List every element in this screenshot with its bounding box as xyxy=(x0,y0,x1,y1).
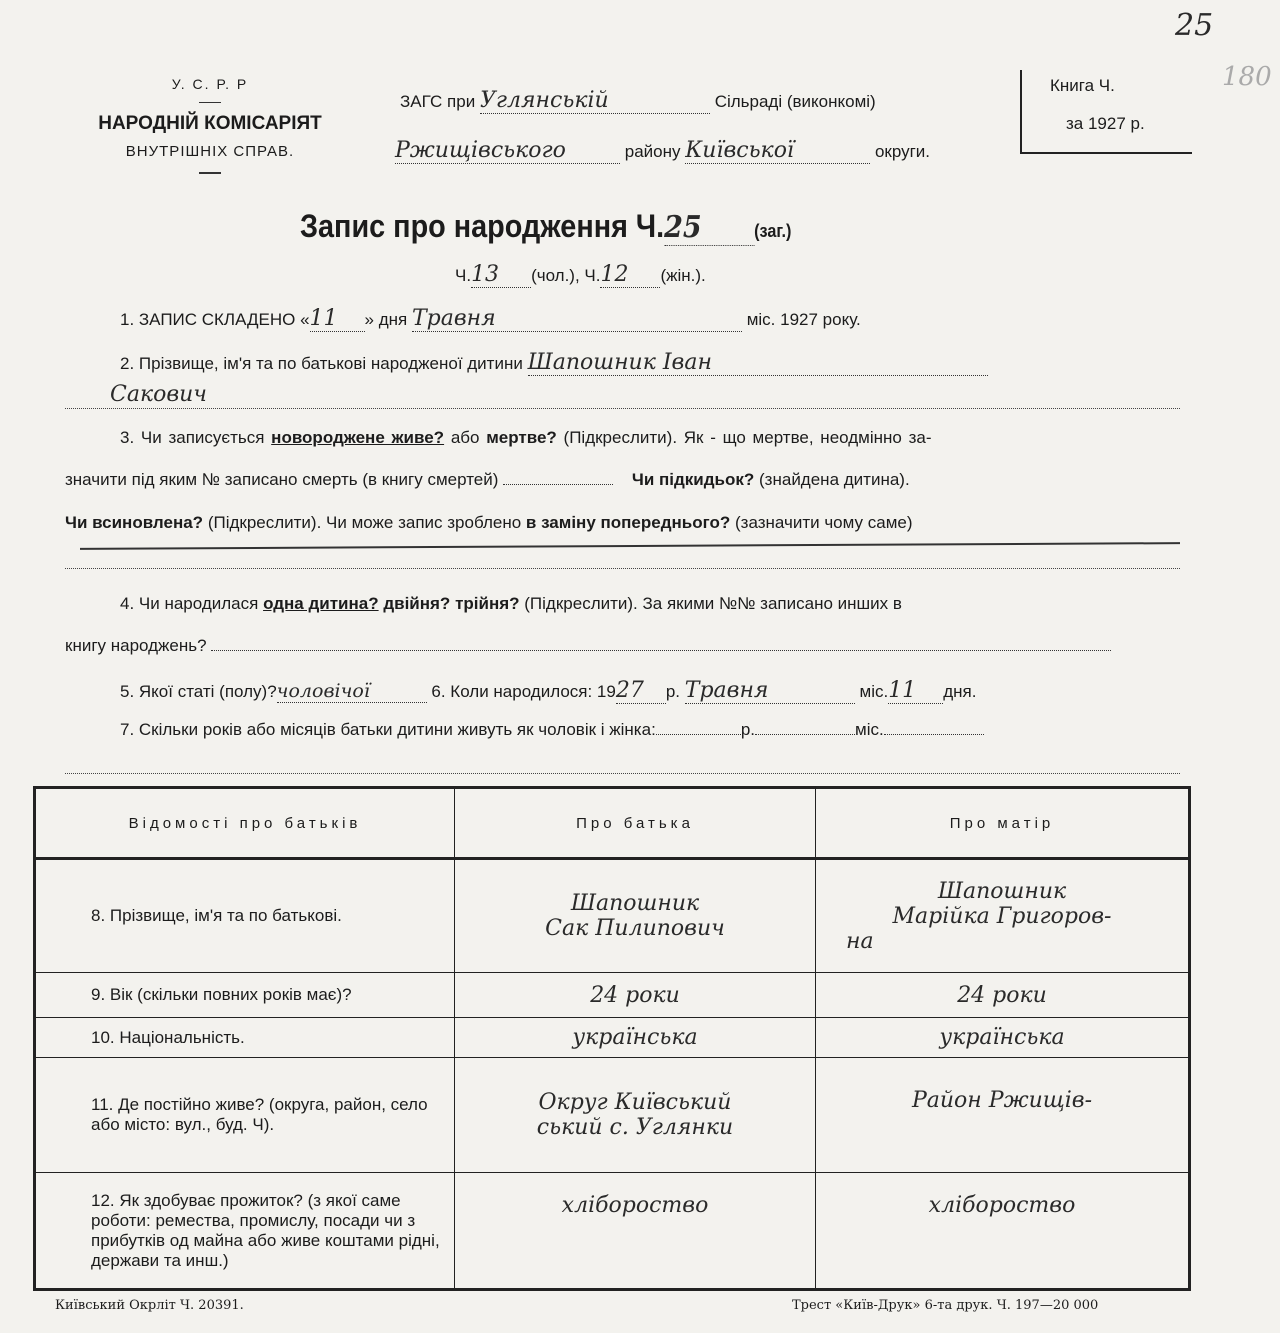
t: в заміну попереднього? xyxy=(525,513,731,532)
header-parents-info: Відомості про батьків xyxy=(35,788,455,859)
row-age xyxy=(35,973,1190,1018)
t: (Підкреслити). Як - що мертве, неодмінно за- xyxy=(563,428,932,447)
footer-printer-left: Київський Окрліт Ч. 20391. xyxy=(55,1298,244,1313)
t: 3. Чи записується xyxy=(120,428,265,447)
mother-residence: Район Ржищів- xyxy=(816,1058,1190,1173)
mother-livelihood: хлібороство xyxy=(816,1173,1190,1290)
t: книгу народжень? xyxy=(65,636,207,655)
item-3-line-2 xyxy=(65,470,910,490)
father-livelihood: хлібороство xyxy=(455,1173,816,1290)
record-day: 11 xyxy=(310,306,365,332)
gender-counts xyxy=(455,262,706,288)
council-label: Сільраді (виконкомі) xyxy=(714,92,876,111)
margin-note: 180 xyxy=(1222,62,1272,92)
father-residence xyxy=(455,1058,816,1173)
birth-year: 27 xyxy=(616,678,666,704)
i1-label: 1. ЗАПИС СКЛАДЕНО « xyxy=(120,310,310,329)
header-mother: Про матір xyxy=(816,788,1190,859)
record-month: Травня xyxy=(412,306,742,332)
t: 4. Чи народилася xyxy=(120,594,259,613)
v: Округ Київський xyxy=(538,1090,732,1115)
male-label: (чол.), Ч. xyxy=(531,266,601,285)
v: Сак Пилипович xyxy=(545,916,725,941)
row-residence xyxy=(35,1058,1190,1173)
book-box xyxy=(1020,70,1192,154)
t: значити під яким № записано смерть (в книгу смертей) xyxy=(65,470,499,489)
row-label: 11. Де постійно живе? (округа, район, село або місто: вул., буд. Ч). xyxy=(35,1058,455,1173)
republic: У. С. Р. Р xyxy=(171,76,249,92)
commissariat: НАРОДНІЙ КОМІСАРІЯТ xyxy=(98,113,322,134)
item-1 xyxy=(120,306,861,332)
item-3-line-1 xyxy=(120,428,931,448)
t: 6. Коли народилося: 19 xyxy=(431,682,616,701)
child-patronymic: Сакович xyxy=(110,382,207,407)
book-year: за 1927 р. xyxy=(1066,114,1145,133)
t: двійня? xyxy=(383,594,451,613)
father-nationality: українська xyxy=(455,1018,816,1058)
district-label: району xyxy=(624,142,681,161)
t: трійня? xyxy=(455,594,520,613)
footer-printer-right: Трест «Київ-Друк» 6-та друк. Ч. 197—20 000 xyxy=(792,1298,1099,1313)
mother-age: 24 роки xyxy=(816,973,1190,1018)
v: ський с. Углянки xyxy=(536,1115,734,1140)
row-label: 12. Як здобуває прожиток? (з якої саме роботи: ремества, промислу, посади чи з прибутків од майна або живе коштами рідні, держави та инш.) xyxy=(35,1173,455,1290)
t: 7. Скільки років або місяців батьки дитини живуть як чоловік і жінка: xyxy=(120,720,656,739)
row-nationality xyxy=(35,1018,1190,1058)
zags-label: ЗАГС при xyxy=(400,92,476,111)
row-livelihood xyxy=(35,1173,1190,1290)
t: (знайдена дитина). xyxy=(759,470,910,489)
okruha: Київської xyxy=(685,138,870,164)
t: дня. xyxy=(943,682,977,701)
mother-nationality: українська xyxy=(816,1018,1190,1058)
page-number: 25 xyxy=(1175,8,1214,43)
father-name xyxy=(455,859,816,973)
t: Чи підкидьок? xyxy=(631,470,755,489)
v: на xyxy=(846,928,874,954)
parents-table xyxy=(33,786,1191,1291)
okruha-label: округи. xyxy=(874,142,931,161)
header-father: Про батька xyxy=(455,788,816,859)
item-4-line-1 xyxy=(120,594,902,614)
item-7 xyxy=(120,720,984,740)
birth-day: 11 xyxy=(888,678,943,704)
female-count: 12 xyxy=(600,262,660,288)
i1-year: міс. 1927 року. xyxy=(746,310,861,329)
i2-label: 2. Прізвище, ім'я та по батькові народженої дитини xyxy=(120,354,523,373)
i1-day-label: » дня xyxy=(364,310,408,329)
village-council: Углянській xyxy=(480,88,710,114)
t: р. xyxy=(740,720,755,739)
mother-name xyxy=(816,859,1190,973)
item-4-line-2 xyxy=(65,636,1111,656)
t: (Підкреслити). Чи може запис зроблено xyxy=(207,513,522,532)
row-label: 9. Вік (скільки повних років має)? xyxy=(35,973,455,1018)
t: 5. Якої статі (полу)? xyxy=(120,682,277,701)
t: мертве? xyxy=(486,428,557,447)
item-3-line-3 xyxy=(65,513,913,533)
alive-underlined: новороджене живе? xyxy=(271,428,445,447)
record-title xyxy=(300,208,791,246)
book-label: Книга Ч. xyxy=(1050,76,1115,95)
t: міс. xyxy=(855,720,884,739)
item-2 xyxy=(120,350,988,376)
total-label: (заг.) xyxy=(754,221,792,241)
zags-line xyxy=(400,88,876,114)
department: ВНУТРІШНІХ СПРАВ. xyxy=(125,143,295,160)
v: Марійка Григоров- xyxy=(892,903,1112,929)
row-label: 10. Національність. xyxy=(35,1018,455,1058)
record-total-number: 25 xyxy=(664,210,754,246)
t: (зазначити чому саме) xyxy=(734,513,913,532)
district: Ржищівського xyxy=(395,138,620,164)
district-line xyxy=(395,138,930,164)
v: Шапошник xyxy=(937,878,1067,904)
t: міс. xyxy=(859,682,889,701)
t: або xyxy=(450,428,480,447)
child-name: Шапошник Іван xyxy=(528,350,988,376)
row-label: 8. Прізвище, ім'я та по батькові. xyxy=(35,859,455,973)
birth-month: Травня xyxy=(685,678,855,704)
title-text: Запис про народження Ч. xyxy=(300,208,665,244)
row-name xyxy=(35,859,1190,973)
v: Шапошник xyxy=(570,891,700,916)
female-label: (жін.). xyxy=(660,266,706,285)
n-label: Ч. xyxy=(455,266,472,285)
issuer-block xyxy=(40,76,380,186)
item-5-6 xyxy=(120,678,976,704)
male-count: 13 xyxy=(471,262,531,288)
child-sex: чоловічої xyxy=(277,680,427,703)
single-child-underlined: одна дитина? xyxy=(263,594,379,613)
t: Чи всиновлена? xyxy=(65,513,204,532)
father-age: 24 роки xyxy=(455,973,816,1018)
t: р. xyxy=(665,682,681,701)
t: (Підкреслити). За якими №№ записано инших в xyxy=(524,594,902,613)
